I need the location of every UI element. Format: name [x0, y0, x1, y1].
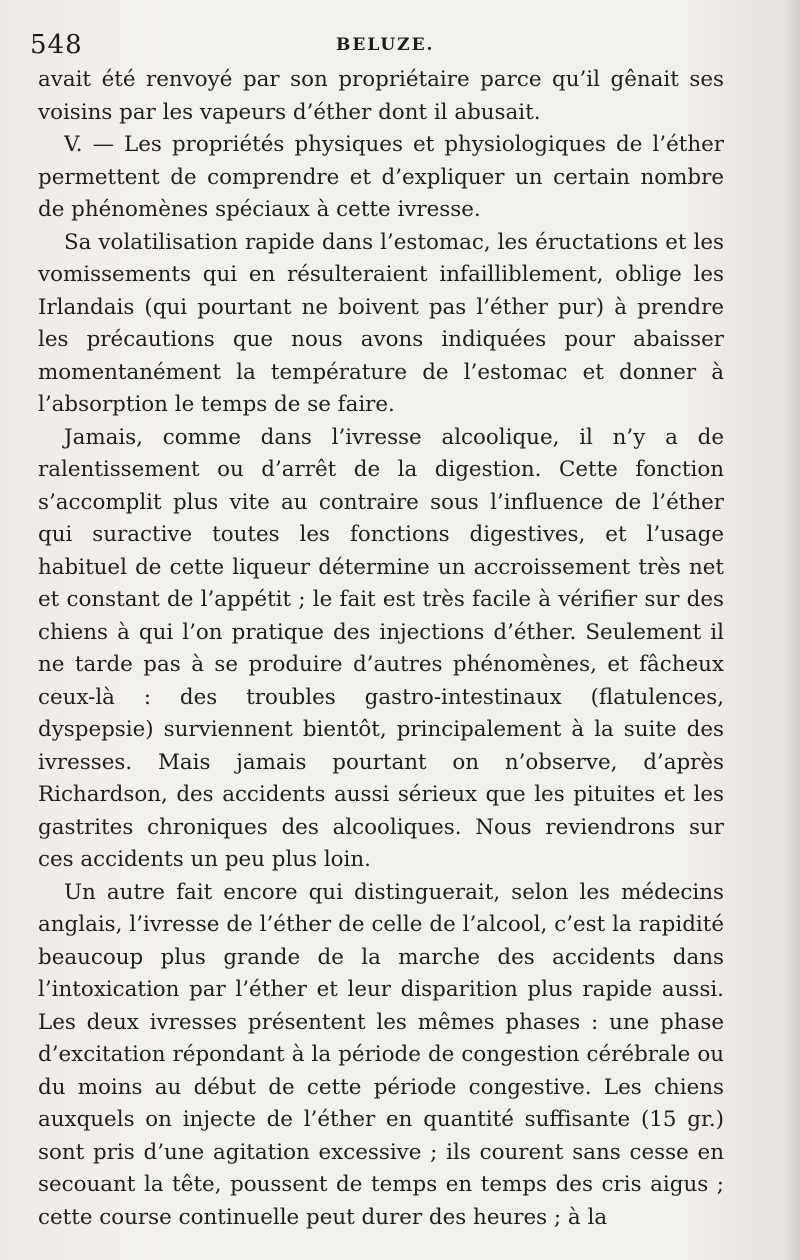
- page-number: 548: [30, 30, 83, 60]
- body-text: [38, 64, 724, 1234]
- paragraph: Un autre fait encore qui distinguerait, selon les médecins anglais, l’ivresse de l’éther de celle de l’alcool, c’est la rapidité beaucoup plus grande de la marche des accidents dans l’intoxication par l’éther et leur disparition plus rapide aussi. Les deux ivresses présentent les mêmes phases : une phase d’excitation répondant à la période de congestion cérébrale ou du moins au début de cette période congestive. Les chiens auxquels on injecte de l’éther en quantité suffisante (15 gr.) sont pris d’une agitation excessive ; ils courent sans cesse en secouant la tête, poussent de temps en temps des cris aigus ; cette course continuelle peut durer des heures ; à la: [38, 879, 724, 1230]
- paragraph: avait été renvoyé par son propriétaire parce qu’il gênait ses voisins par les vapeurs d’éther dont il abusait.: [38, 67, 724, 125]
- page-header: [30, 22, 730, 62]
- page-gutter-shadow: [782, 0, 800, 1260]
- paragraph: V. — Les propriétés physiques et physiologiques de l’éther permettent de comprendre et d’expliquer un certain nombre de phénomènes spéciaux à cette ivresse.: [38, 132, 724, 222]
- paragraph: Jamais, comme dans l’ivresse alcoolique, il n’y a de ralentissement ou d’arrêt de la digestion. Cette fonction s’accomplit plus vite au contraire sous l’influence de l’éther qui suractive toutes les fonctions digestives, et l’usage habituel de cette liqueur détermine un accroissement très net et constant de l’appétit ; le fait est très facile à vérifier sur des chiens à qui l’on pratique des injections d’éther. Seulement il ne tarde pas à se produire d’autres phénomènes, et fâcheux ceux-là : des troubles gastro-intestinaux (flatulences, dyspepsie) surviennent bientôt, principalement à la suite des ivresses. Mais jamais pourtant on n’observe, d’après Richardson, des accidents aussi sérieux que les pituites et les gastrites chroniques des alcooliques. Nous reviendrons sur ces accidents un peu plus loin.: [38, 424, 724, 872]
- running-head: BELUZE.: [336, 35, 435, 55]
- paragraph: Sa volatilisation rapide dans l’estomac, les éructations et les vomissements qui en résulteraient infailliblement, oblige les Irlandais (qui pourtant ne boivent pas l’éther pur) à prendre les précautions que nous avons indiquées pour abaisser momentanément la température de l’estomac et donner à l’absorption le temps de se faire.: [38, 229, 724, 417]
